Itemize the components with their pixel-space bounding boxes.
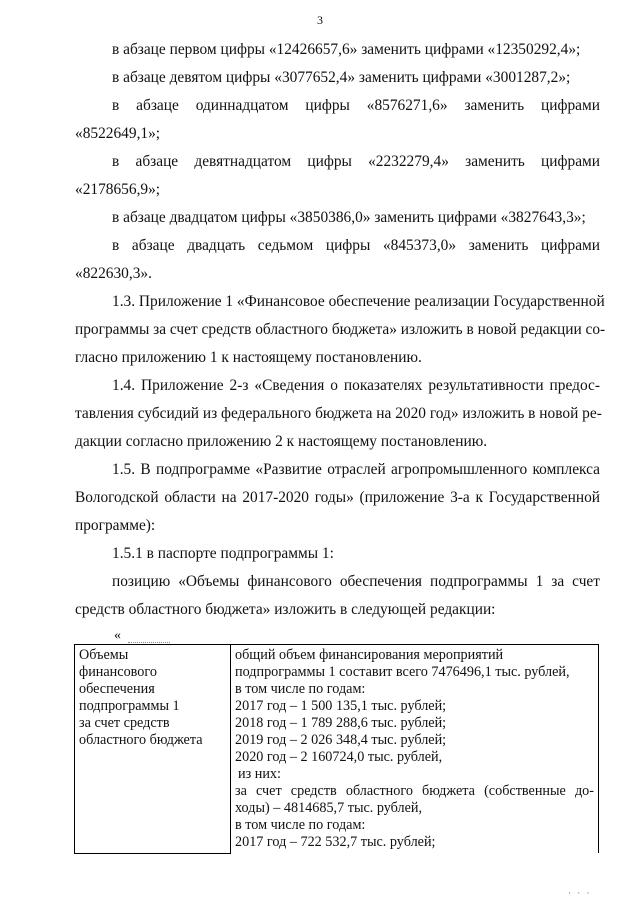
paragraph-line: 1.4. Приложение 2-з «Сведения о показателях результативности предос-	[112, 377, 600, 394]
opening-quote-mark: «	[114, 628, 121, 643]
cell-text-line: за счет средств	[79, 715, 170, 731]
paragraph-line: программе):	[75, 517, 156, 534]
cell-text-line: 2017 год – 722 532,7 тыс. рублей;	[235, 834, 436, 850]
paragraph-line: средств областного бюджета» изложить в следующей редакции:	[75, 601, 496, 618]
cell-text-line: финансового	[79, 664, 157, 680]
paragraph-line: гласно приложению 1 к настоящему постановлению.	[75, 349, 422, 366]
cell-text-line: Объемы	[79, 647, 129, 663]
paragraph-line: «8522649,1»;	[75, 125, 161, 142]
cell-text-line: в том числе по годам:	[235, 681, 366, 697]
passport-table	[74, 644, 599, 854]
cell-text-line: 2018 год – 1 789 288,6 тыс. рублей;	[235, 715, 447, 731]
paragraph-line: дакции согласно приложению 2 к настоящему постановлению.	[75, 433, 488, 450]
cell-text-line: за счет средств областного бюджета (собственные до-	[235, 783, 594, 799]
cell-text-line: подпрограммы 1	[79, 698, 180, 714]
paragraph-line: «2178656,9»;	[75, 181, 161, 198]
paragraph-line: программы за счет средств областного бюджета» изложить в новой редакции со-	[75, 321, 606, 338]
cell-text-line: 2019 год – 2 026 348,4 тыс. рублей;	[235, 732, 447, 748]
cell-text-line: общий объем финансирования мероприятий	[235, 647, 504, 663]
paragraph-line: в абзаце двадцатом цифры «3850386,0» заменить цифрами «3827643,3»;	[112, 209, 586, 226]
paragraph-line: тавления субсидий из федерального бюджета на 2020 год» изложить в новой ре-	[75, 405, 602, 422]
table-cell-label	[75, 645, 231, 854]
table-cell-value	[231, 645, 599, 854]
paragraph-line: в абзаце девятом цифры «3077652,4» заменить цифрами «3001287,2»;	[112, 69, 571, 86]
scan-artifact-mark: · · ·	[568, 888, 592, 898]
paragraph-line: Вологодской области на 2017-2020 годы» (приложение 3-а к Государственной	[75, 489, 600, 506]
table-row	[75, 645, 599, 854]
paragraph-line: в абзаце первом цифры «12426657,6» заменить цифрами «12350292,4»;	[112, 41, 581, 58]
cell-text-line: 2020 год – 2 160724,0 тыс. рублей,	[235, 749, 443, 765]
paragraph-line: 1.5. В подпрограмме «Развитие отраслей агропромышленного комплекса	[112, 461, 600, 478]
cell-text-line: областного бюджета	[79, 732, 203, 748]
paragraph-line: в абзаце двадцать седьмом цифры «845373,0» заменить цифрами	[112, 237, 600, 254]
paragraph-line: позицию «Объемы финансового обеспечения подпрограммы 1 за счет	[112, 573, 600, 590]
cell-text-line: ходы) – 4814685,7 тыс. рублей,	[235, 800, 423, 816]
paragraph-line: в абзаце девятнадцатом цифры «2232279,4» заменить цифрами	[112, 153, 600, 170]
paragraph-line: «822630,3».	[75, 265, 152, 282]
quote-underline	[128, 642, 170, 643]
paragraph-line: в абзаце одиннадцатом цифры «8576271,6» заменить цифрами	[112, 97, 600, 114]
cell-text-line: подпрограммы 1 составит всего 7476496,1 тыс. рублей,	[235, 664, 570, 680]
cell-text-line: 2017 год – 1 500 135,1 тыс. рублей;	[235, 698, 447, 714]
paragraph-line: 1.3. Приложение 1 «Финансовое обеспечение реализации Государственной	[112, 293, 605, 310]
paragraph-line: 1.5.1 в паспорте подпрограммы 1:	[112, 545, 334, 562]
page-number: 3	[317, 13, 323, 27]
cell-text-line: в том числе по годам:	[235, 817, 366, 833]
cell-text-line: из них:	[238, 766, 281, 782]
cell-text-line: обеспечения	[79, 681, 155, 697]
